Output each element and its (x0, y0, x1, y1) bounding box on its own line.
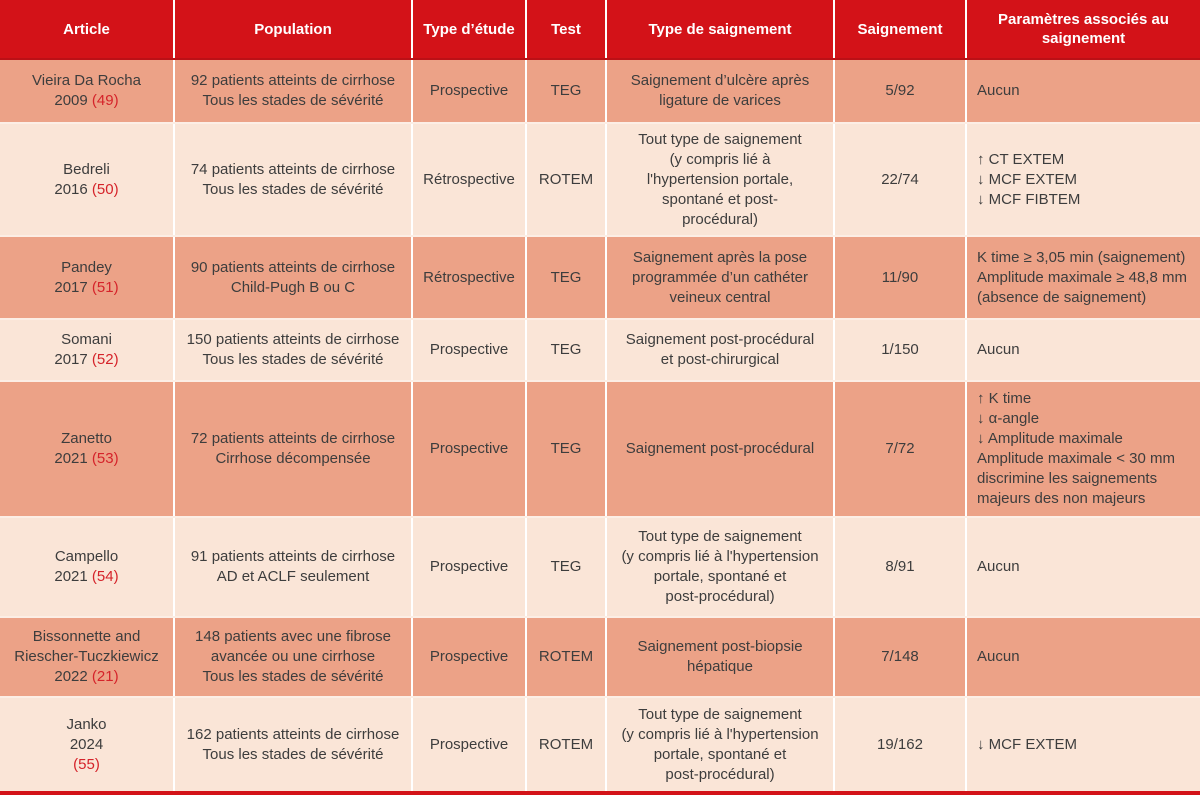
column-header: Population (175, 0, 411, 58)
text-line: et post-chirurgical (660, 351, 780, 368)
bleeding-count-cell: 5/92 (835, 60, 965, 122)
article-line (54, 91, 118, 111)
text-line: (y compris lié à (669, 150, 771, 168)
article-text: 2009 (54, 92, 92, 109)
citation-number: (51) (91, 278, 119, 296)
text-line: Amplitude maximale < 30 mm (977, 450, 1175, 467)
text-line: 74 patients atteints de cirrhose (190, 160, 396, 178)
text-line: 91 patients atteints de cirrhose (190, 548, 396, 565)
text-line: (y compris lié à l'hypertension (621, 725, 819, 743)
study-type-cell: Prospective (413, 698, 525, 791)
column-header: Type de saignement (607, 0, 833, 58)
study-type-cell: Prospective (413, 60, 525, 122)
table-row (0, 235, 1200, 318)
text-line: Child-Pugh B ou C (230, 278, 356, 296)
text-line: hépatique (687, 658, 753, 675)
bleeding-count-cell: 11/90 (835, 237, 965, 318)
citation-number: (53) (91, 450, 119, 467)
text-line: ligature de varices (659, 92, 781, 109)
text-line: Saignement post-biopsie (637, 638, 803, 655)
parameters-cell (967, 237, 1200, 318)
column-header: Article (0, 0, 173, 58)
bleeding-type-cell (607, 518, 833, 616)
table-row (0, 122, 1200, 235)
citation-number: (55) (73, 755, 100, 773)
table-row (0, 696, 1200, 791)
text-line: Saignement post-procédural (625, 331, 815, 348)
table-row (0, 60, 1200, 122)
bleeding-count-cell: 8/91 (835, 518, 965, 616)
citation-number: (54) (91, 568, 119, 585)
text-line: spontané et post- (662, 190, 778, 208)
text-line: 72 patients atteints de cirrhose (190, 430, 396, 447)
bleeding-count-cell: 7/72 (835, 382, 965, 516)
study-type-cell: Prospective (413, 618, 525, 696)
article-line (33, 627, 141, 647)
population-cell (175, 618, 411, 696)
study-type-cell: Prospective (413, 518, 525, 616)
article-text: 2021 (54, 450, 92, 467)
citation-number: (50) (91, 180, 119, 198)
test-cell: TEG (527, 237, 605, 318)
bleeding-type-cell (607, 124, 833, 235)
population-cell (175, 320, 411, 380)
article-line (54, 449, 118, 469)
article-line (61, 258, 112, 278)
article-cell (0, 382, 173, 516)
bleeding-type-cell (607, 320, 833, 380)
study-type-cell: Rétrospective (413, 124, 525, 235)
test-cell: TEG (527, 320, 605, 380)
population-cell (175, 237, 411, 318)
text-line: programmée d’un cathéter (632, 268, 808, 286)
text-line: ↓ α-angle (977, 410, 1040, 427)
column-header: Saignement (835, 0, 965, 58)
text-line: 90 patients atteints de cirrhose (190, 258, 396, 276)
article-line (73, 755, 100, 775)
text-line: post-procédural) (665, 588, 775, 605)
article-cell (0, 618, 173, 696)
text-line: ↑ K time (977, 390, 1032, 407)
text-line: ↓ MCF EXTEM (977, 170, 1077, 188)
text-line: post-procédural) (665, 765, 775, 783)
text-line: ↑ CT EXTEM (977, 150, 1065, 168)
article-text: Bissonnette and (32, 628, 141, 645)
table-row (0, 318, 1200, 380)
table-header-row (0, 0, 1200, 60)
text-line: portale, spontané et (653, 568, 787, 585)
bleeding-type-cell (607, 60, 833, 122)
text-line: majeurs des non majeurs (977, 490, 1146, 507)
citation-number: (49) (91, 92, 119, 109)
article-text: Zanetto (61, 430, 112, 447)
text-line: 148 patients avec une fibrose (195, 628, 391, 645)
population-cell (175, 382, 411, 516)
article-text: 2017 (54, 351, 92, 368)
text-line: ↓ MCF FIBTEM (977, 190, 1081, 208)
text-line: (y compris lié à l'hypertension (621, 548, 819, 565)
article-line (70, 735, 103, 755)
article-cell (0, 518, 173, 616)
column-header: Test (527, 0, 605, 58)
bleeding-type-cell (607, 618, 833, 696)
article-line (54, 667, 118, 687)
article-line (55, 547, 118, 567)
text-line: Saignement après la pose (632, 248, 808, 266)
parameters-cell (967, 618, 1200, 696)
bleeding-type-cell (607, 382, 833, 516)
text-line: 162 patients atteints de cirrhose (186, 725, 400, 743)
column-header: Paramètres associés au saignement (967, 0, 1200, 58)
article-line (63, 160, 110, 180)
test-cell: ROTEM (527, 698, 605, 791)
bleeding-type-cell (607, 698, 833, 791)
citation-number: (52) (91, 351, 119, 368)
population-cell (175, 698, 411, 791)
text-line: Tous les stades de sévérité (202, 180, 384, 198)
test-cell: TEG (527, 60, 605, 122)
article-cell (0, 124, 173, 235)
citation-number: (21) (91, 668, 119, 685)
article-line (61, 429, 112, 449)
parameters-cell (967, 124, 1200, 235)
article-text: Janko (66, 715, 107, 733)
table-row (0, 380, 1200, 516)
text-line: Amplitude maximale ≥ 48,8 mm (977, 268, 1187, 286)
article-text: 2016 (54, 180, 92, 198)
article-cell (0, 60, 173, 122)
text-line: Tout type de saignement (638, 705, 802, 723)
text-line: Aucun (977, 648, 1020, 665)
text-line: Cirrhose décompensée (215, 450, 371, 467)
population-cell (175, 60, 411, 122)
text-line: Saignement post-procédural (625, 440, 815, 457)
article-line (61, 330, 112, 350)
article-line (54, 567, 118, 587)
text-line: Aucun (977, 558, 1020, 575)
text-line: Tout type de saignement (638, 528, 802, 545)
text-line: l'hypertension portale, (646, 170, 794, 188)
study-type-cell: Prospective (413, 320, 525, 380)
text-line: avancée ou une cirrhose (210, 648, 376, 665)
article-text: 2021 (54, 568, 92, 585)
article-text: 2024 (69, 735, 104, 753)
text-line: (absence de saignement) (977, 288, 1147, 306)
article-cell (0, 320, 173, 380)
text-line: portale, spontané et (653, 745, 787, 763)
article-line (54, 350, 118, 370)
text-line: Aucun (977, 82, 1020, 99)
text-line: Tous les stades de sévérité (202, 745, 384, 763)
study-type-cell: Rétrospective (413, 237, 525, 318)
bleeding-type-cell (607, 237, 833, 318)
article-text: Vieira Da Rocha (32, 72, 141, 89)
article-line (54, 278, 118, 298)
article-text: Campello (54, 548, 119, 565)
parameters-cell (967, 382, 1200, 516)
column-header: Type d’étude (413, 0, 525, 58)
article-line (14, 647, 158, 667)
text-line: procédural) (682, 210, 758, 228)
parameters-cell (967, 320, 1200, 380)
text-line: Tous les stades de sévérité (202, 92, 384, 109)
article-cell (0, 698, 173, 791)
text-line: Tous les stades de sévérité (202, 351, 384, 368)
study-type-cell: Prospective (413, 382, 525, 516)
article-text: Bedreli (63, 160, 110, 178)
text-line: Tout type de saignement (638, 130, 802, 148)
article-text: Riescher-Tuczkiewicz (14, 648, 159, 665)
text-line: K time ≥ 3,05 min (saignement) (977, 248, 1186, 266)
article-text: Somani (61, 331, 112, 348)
parameters-cell (967, 60, 1200, 122)
text-line: Saignement d’ulcère après (630, 72, 810, 89)
article-line (32, 71, 141, 91)
bleeding-count-cell: 19/162 (835, 698, 965, 791)
parameters-cell (967, 518, 1200, 616)
test-cell: ROTEM (527, 618, 605, 696)
text-line: ↓ MCF EXTEM (977, 735, 1077, 753)
table-row (0, 516, 1200, 616)
test-cell: TEG (527, 382, 605, 516)
table-row (0, 616, 1200, 696)
text-line: 92 patients atteints de cirrhose (190, 72, 396, 89)
text-line: discrimine les saignements (977, 470, 1158, 487)
bleeding-count-cell: 22/74 (835, 124, 965, 235)
text-line: ↓ Amplitude maximale (977, 430, 1123, 447)
test-cell: TEG (527, 518, 605, 616)
article-line (54, 180, 118, 200)
population-cell (175, 518, 411, 616)
article-text: 2022 (54, 668, 92, 685)
article-text: Pandey (61, 258, 112, 276)
article-line (66, 715, 106, 735)
text-line: 150 patients atteints de cirrhose (186, 331, 400, 348)
population-cell (175, 124, 411, 235)
article-text: 2017 (54, 278, 92, 296)
text-line: Aucun (977, 341, 1020, 358)
bleeding-count-cell: 1/150 (835, 320, 965, 380)
text-line: veineux central (669, 288, 771, 306)
text-line: Tous les stades de sévérité (202, 668, 384, 685)
article-cell (0, 237, 173, 318)
bleeding-count-cell: 7/148 (835, 618, 965, 696)
test-cell: ROTEM (527, 124, 605, 235)
parameters-cell (967, 698, 1200, 791)
text-line: AD et ACLF seulement (216, 568, 370, 585)
